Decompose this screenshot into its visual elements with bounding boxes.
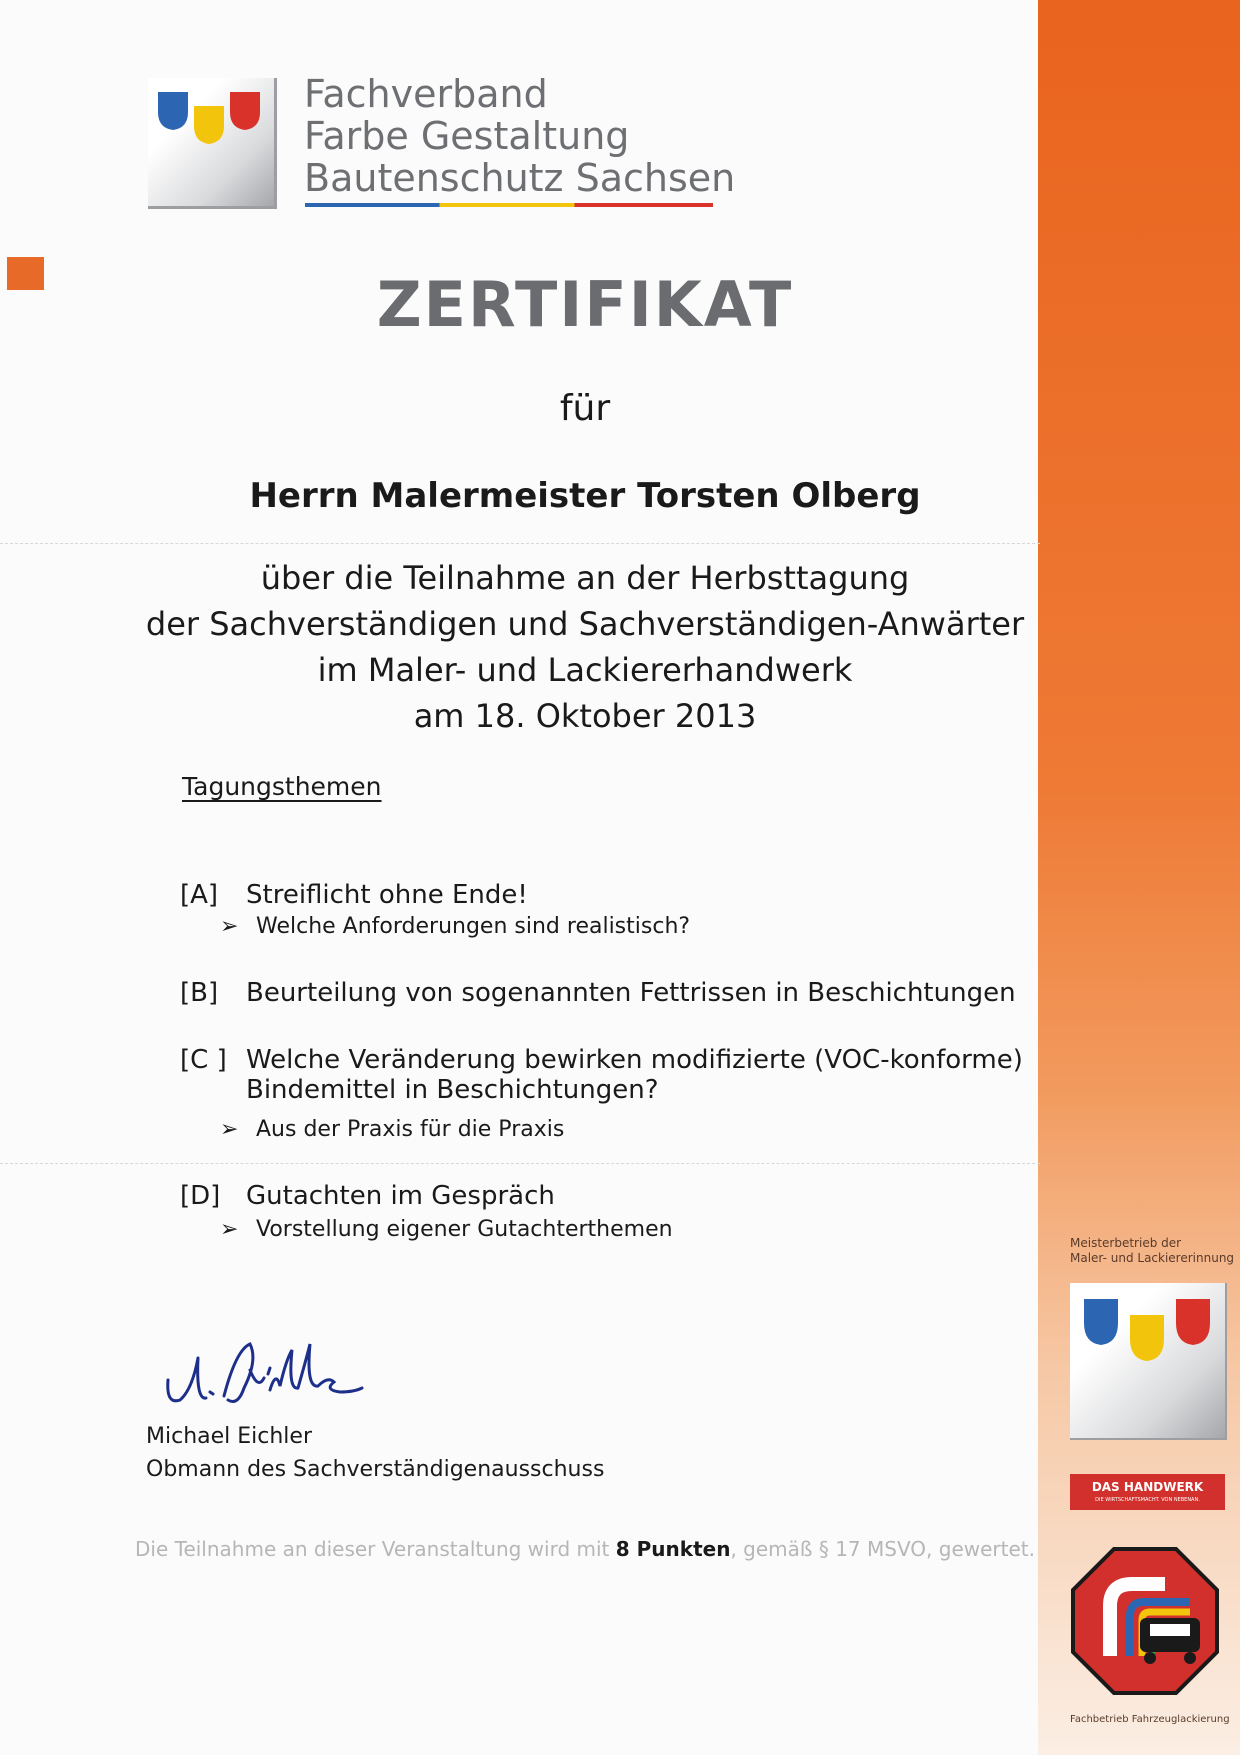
topic-title-line2: Bindemittel in Beschichtungen?: [246, 1075, 659, 1105]
topic-d: [180, 1181, 555, 1211]
topic-title: Welche Veränderung bewirken modifizierte (VOC-konforme): [246, 1045, 1023, 1075]
recipient-name: Herrn Malermeister Torsten Olberg: [249, 476, 921, 516]
org-name-line: Farbe Gestaltung: [304, 114, 630, 158]
certificate-intro: [0, 555, 1170, 739]
topic-title: Beurteilung von sogenannten Fettrissen in Beschichtungen: [246, 978, 1016, 1008]
topic-c: [180, 1045, 1023, 1105]
certificate-title: ZERTIFIKAT: [376, 268, 794, 341]
topic-sub: Vorstellung eigener Gutachterthemen: [256, 1217, 673, 1242]
topic-title: Gutachten im Gespräch: [246, 1181, 555, 1211]
arrow-bullet-icon: ➢: [220, 1117, 239, 1142]
handwritten-signature: [158, 1330, 368, 1415]
arrow-bullet-icon: ➢: [220, 1217, 239, 1242]
intro-line: am 18. Oktober 2013: [413, 697, 757, 735]
topic-a: [180, 880, 528, 910]
guild-logo: [1070, 1283, 1227, 1440]
for-label: für: [559, 388, 611, 429]
topic-sub: Aus der Praxis für die Praxis: [256, 1117, 565, 1142]
paper-fold-line: [0, 1163, 1040, 1164]
intro-line: der Sachverständigen und Sachverständigen-Anwärter: [145, 605, 1025, 643]
topic-d-sub: [220, 1217, 673, 1242]
guild-caption-line: Meisterbetrieb der: [1070, 1236, 1182, 1250]
topic-c-sub: [220, 1117, 564, 1142]
guild-caption: [1070, 1236, 1234, 1266]
signer-role: Obmann des Sachverständigenausschuss: [146, 1457, 605, 1482]
signer-name: Michael Eichler: [146, 1424, 312, 1449]
das-handwerk-badge: [1070, 1474, 1225, 1510]
topic-b: [180, 978, 1016, 1008]
tricolor-rule: [305, 203, 713, 207]
arrow-bullet-icon: ➢: [220, 914, 239, 939]
guild-caption-line: Maler- und Lackiererinnung: [1070, 1251, 1235, 1265]
org-name-line: Bautenschutz Sachsen: [304, 156, 736, 200]
topic-title: Streiflicht ohne Ende!: [246, 880, 528, 910]
topic-code: [D]: [180, 1181, 221, 1211]
shields-logo-box: [148, 78, 277, 209]
vehicle-paint-caption: Fachbetrieb Fahrzeuglackierung: [1070, 1714, 1230, 1725]
topic-code: [A]: [180, 880, 219, 910]
note-text: Die Teilnahme an dieser Veranstaltung wird mit: [135, 1537, 616, 1561]
topic-code: [C ]: [180, 1045, 227, 1075]
handwerk-title: DAS HANDWERK: [1091, 1480, 1204, 1494]
note-text-end: , gemäß § 17 MSVO, gewertet.: [730, 1537, 1035, 1561]
vehicle-paint-logo-icon: [1070, 1546, 1220, 1696]
intro-line: über die Teilnahme an der Herbsttagung: [260, 559, 910, 597]
topics-heading: Tagungsthemen: [182, 772, 382, 801]
paper-fold-line: [0, 543, 1040, 544]
handwerk-subtitle: DIE WIRTSCHAFTSMACHT. VON NEBENAN.: [1095, 1497, 1200, 1503]
org-name-line: Fachverband: [304, 72, 548, 116]
signer-block: [146, 1420, 604, 1486]
points-note: [0, 1537, 1170, 1561]
topic-a-sub: [220, 914, 690, 939]
topic-code: [B]: [180, 978, 219, 1008]
shields-icon: [148, 78, 274, 206]
org-name: [304, 72, 736, 200]
intro-line: im Maler- und Lackiererhandwerk: [317, 651, 853, 689]
note-points: 8 Punkten: [615, 1537, 731, 1561]
shields-icon: [1070, 1283, 1225, 1438]
topic-sub: Welche Anforderungen sind realistisch?: [256, 914, 691, 939]
